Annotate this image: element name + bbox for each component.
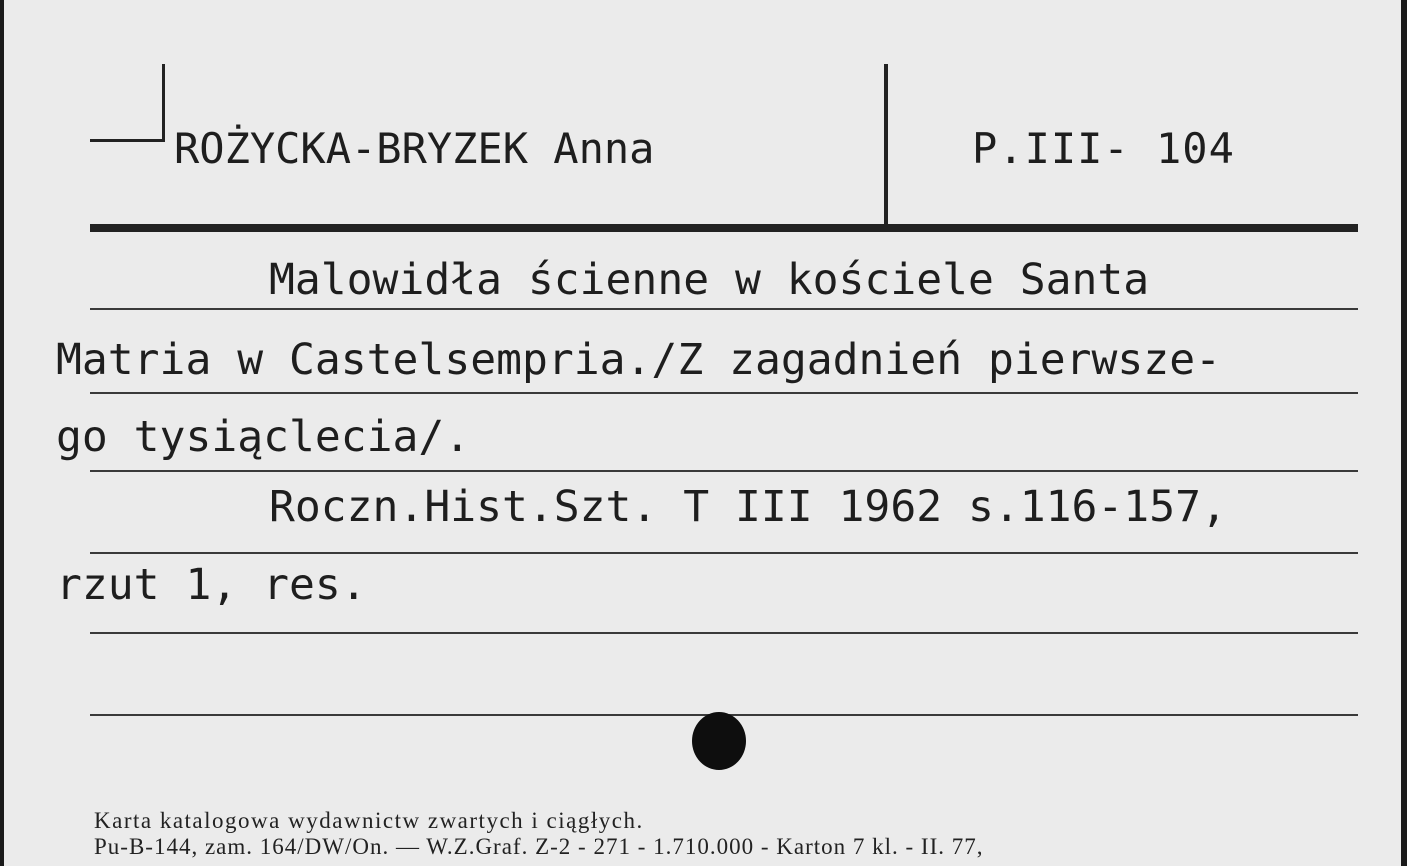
header-thick-rule [90,224,1358,232]
author-name: ROŻYCKA-BRYZEK Anna [174,124,655,173]
title-line-1: Malowidła ścienne w kościele Santa [269,255,1150,305]
shelf-signature: P.III- 104 [972,124,1235,173]
title-line-2: Matria w Castelsempria./Z zagadnień pierwsze- [56,335,1221,385]
footer-print-info: Pu-B-144, zam. 164/DW/On. — W.Z.Graf. Z-2 - 271 - 1.710.000 - Karton 7 kl. - II. 77, [94,834,984,859]
publication-line: Roczn.Hist.Szt. T III 1962 s.116-157, [269,482,1227,532]
punch-hole [692,712,746,770]
ruled-line-2 [90,392,1358,394]
notes-line: rzut 1, res. [56,560,367,610]
ruled-line-4 [90,552,1358,554]
author-tick-vertical [162,64,165,142]
ruled-line-3 [90,470,1358,472]
title-line-3: go tysiąclecia/. [56,412,471,462]
footer-card-type: Karta katalogowa wydawnictw zwartych i ciągłych. [94,808,644,833]
ruled-line-5 [90,632,1358,634]
ruled-line-1 [90,308,1358,310]
author-tick-horizontal [90,139,165,142]
header-divider [884,64,888,224]
